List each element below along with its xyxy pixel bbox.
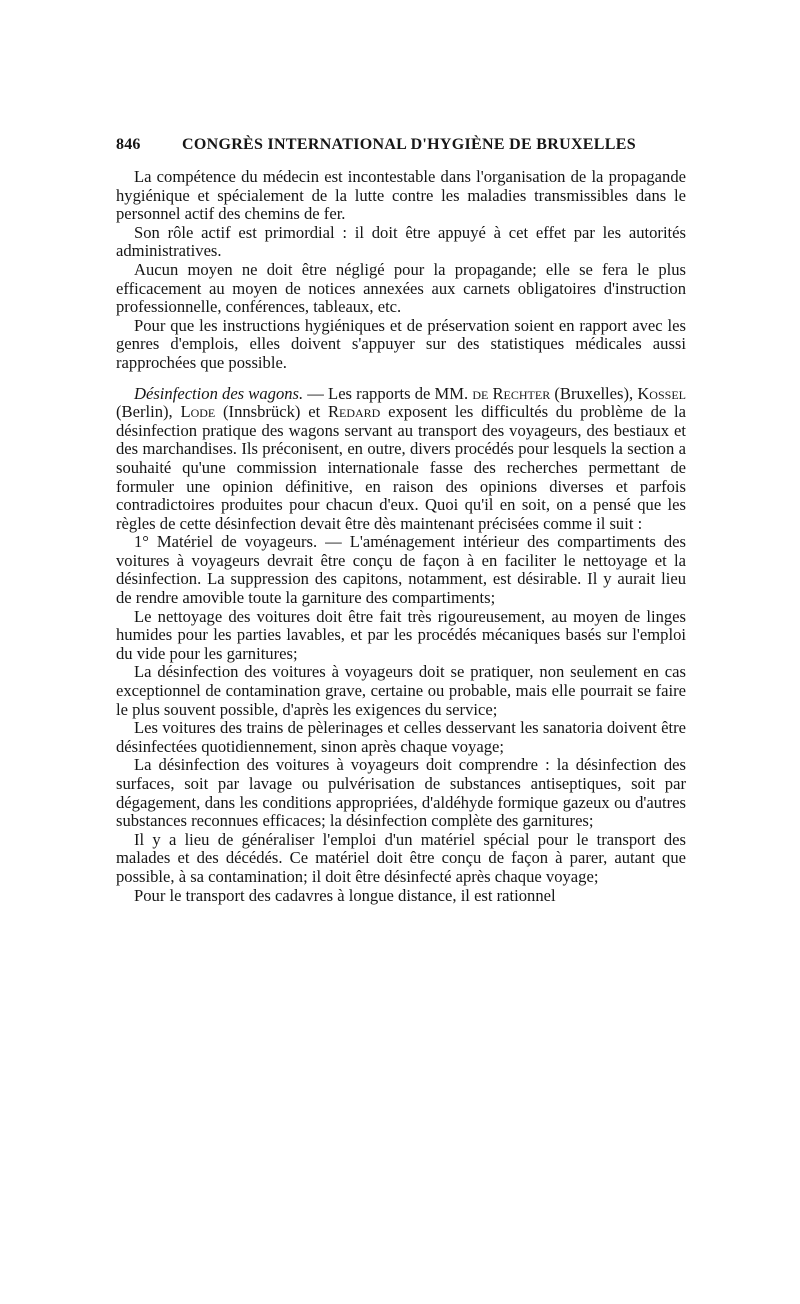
paragraph: Il y a lieu de généraliser l'emploi d'un matériel spécial pour le transport des malades et des décédés. Ce matériel doit être conçu de façon à parer, autant que possible, à sa contamination; il doit être désinfecté après chaque voyage; bbox=[116, 829, 686, 886]
paragraph: Pour que les instructions hygiéniques et de préservation soient en rapport avec les genres d'emplois, elles doivent s'appuyer sur des statistiques médicales aussi rapprochées que possible. bbox=[116, 315, 686, 372]
section-text: (Innsbrück) et bbox=[215, 402, 328, 422]
paragraph: Pour le transport des cadavres à longue distance, il est rationnel bbox=[134, 885, 556, 905]
running-header bbox=[116, 136, 686, 154]
running-title: CONGRÈS INTERNATIONAL D'HYGIÈNE DE BRUXELLES bbox=[182, 136, 636, 153]
author-name: Kossel bbox=[637, 383, 686, 403]
section-text: (Berlin), bbox=[116, 402, 181, 422]
page-number: 846 bbox=[116, 136, 141, 153]
paragraph: La désinfection des voitures à voyageurs doit se pratiquer, non seulement en cas exceptionnel de contamination grave, certaine ou probable, mais elle pourrait se faire le plus souvent possible, d'après les exigences du service; bbox=[116, 662, 686, 719]
paragraph: La désinfection des voitures à voyageurs doit comprendre : la désinfection des surfaces, soit par lavage ou pulvérisation de substances antiseptiques, soit par dégagement, dans les conditions appropriées, d'aldéhyde formique gazeux ou d'autres substances reconnues efficaces; la désinfection complète des garnitures; bbox=[116, 755, 686, 831]
section-text: — Les rapports de MM. bbox=[303, 383, 473, 403]
section-text: (Bruxelles), bbox=[550, 383, 638, 403]
author-name: de Rechter bbox=[472, 383, 551, 403]
section-text: exposent les difficultés du problème de la désinfection pratique des wagons servant au transport des voyageurs, des bestiaux et des marchandises. Ils préconisent, en outre, divers procédés pour lesquels la section a souhaité qu'une commission internationale fasse des recherches permettant de formuler une opinion définitive, en raison des opinions diverses et parfois contradictoires produites pour chacun d'eux. Quoi qu'il en soit, on a pensé que les règles de cette désinfection devait être dès maintenant précisées comme il suit : bbox=[116, 402, 687, 533]
section-heading: Désinfection des wagons. bbox=[134, 383, 304, 403]
paragraph: 1° Matériel de voyageurs. — L'aménagement intérieur des compartiments des voitures à voyageurs devrait être conçu de façon à en faciliter le nettoyage et la désinfection. La suppression des capitons, notamment, est désirable. Il y aurait lieu de rendre amovible toute la garniture des compartiments; bbox=[116, 532, 686, 608]
page-content bbox=[116, 136, 686, 905]
paragraph: La compétence du médecin est incontestable dans l'organisation de la propagande hygiénique et spécialement de la lutte contre les maladies transmissibles dans le personnel actif des chemins de fer. bbox=[116, 167, 686, 224]
author-name: Lode bbox=[180, 402, 216, 422]
paragraph: Aucun moyen ne doit être négligé pour la propagande; elle se fera le plus efficacement au moyen de notices annexées aux carnets obligatoires d'instruction professionnelle, conférences, tableaux, etc. bbox=[116, 259, 686, 317]
paragraph: Son rôle actif est primordial : il doit être appuyé à cet effet par les autorités administratives. bbox=[116, 222, 686, 261]
paragraph: Le nettoyage des voitures doit être fait très rigoureusement, au moyen de linges humides pour les parties lavables, et par les procédés mécaniques basés sur l'emploi du vide pour les garnitures; bbox=[116, 606, 686, 663]
paragraph: Les voitures des trains de pèlerinages et celles desservant les sanatoria doivent être désinfectées quotidiennement, sinon après chaque voyage; bbox=[116, 718, 686, 756]
section-paragraph bbox=[116, 385, 686, 534]
author-name: Redard bbox=[327, 402, 381, 422]
